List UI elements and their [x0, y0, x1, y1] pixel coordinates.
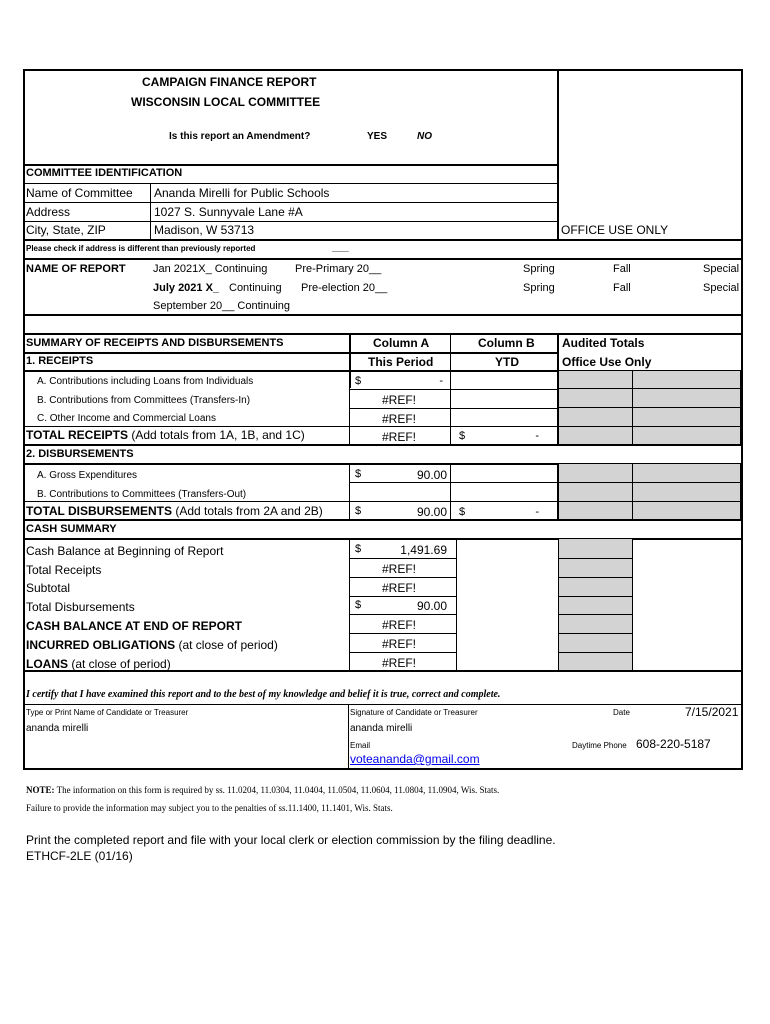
receipts-heading: 1. RECEIPTS: [26, 355, 94, 367]
receipts-1a-value[interactable]: -: [439, 375, 443, 387]
loans-label: LOANS (at close of period): [26, 657, 171, 671]
certification-statement: I certify that I have examined this report and to the best of my knowledge and belief it is true, correct and complete.: [26, 689, 501, 700]
campaign-finance-form: [23, 69, 743, 770]
amendment-question: Is this report an Amendment?: [169, 131, 311, 142]
disbursements-2b-label: B. Contributions to Committees (Transfers-Out): [37, 489, 247, 500]
cash-begin-value[interactable]: 1,491.69: [400, 543, 447, 557]
audit-cell: [558, 596, 633, 615]
report-option-july[interactable]: July 2021 X_: [153, 282, 220, 294]
audit-cell: [558, 482, 633, 502]
phone-label: Daytime Phone: [572, 741, 627, 750]
treasurer-name-field[interactable]: ananda mirelli: [26, 723, 89, 734]
address-change-checkbox[interactable]: ___: [332, 242, 349, 253]
total-disbursements-value[interactable]: 90.00: [416, 505, 447, 519]
audit-cell: [558, 614, 633, 634]
audit-cell: [632, 388, 741, 408]
committee-id-heading: COMMITTEE IDENTIFICATION: [26, 167, 183, 179]
report-option-pre-election[interactable]: Pre-election 20__: [301, 282, 388, 294]
total-disbursements-ytd-value[interactable]: -: [535, 506, 539, 518]
address-change-note: Please check if address is different than previously reported: [26, 244, 256, 253]
cash-begin-label: Cash Balance at Beginning of Report: [26, 544, 224, 558]
cash-total-disbursements-value[interactable]: 90.00: [416, 599, 447, 613]
report-option-jan[interactable]: Jan 2021X_ Continuing: [153, 263, 268, 275]
cash-subtotal-value[interactable]: #REF!: [382, 581, 417, 595]
audit-cell: [558, 426, 633, 445]
audit-cell: [558, 501, 633, 520]
amendment-no-option[interactable]: NO: [417, 131, 432, 142]
email-label: Email: [350, 741, 371, 750]
cash-balance-end-label: CASH BALANCE AT END OF REPORT: [26, 619, 242, 633]
cash-total-disbursements-label: Total Disbursements: [26, 600, 135, 614]
amendment-yes-option[interactable]: YES: [367, 131, 388, 142]
phone-field[interactable]: 608-220-5187: [636, 737, 711, 751]
report-option-spring-1[interactable]: Spring: [523, 263, 555, 275]
date-label: Date: [613, 708, 630, 717]
audit-cell: [558, 538, 633, 559]
office-use-divider: [557, 71, 559, 240]
audit-cell: [558, 370, 633, 389]
audit-cell: [632, 370, 741, 389]
audit-cell: [558, 633, 633, 653]
column-b-subheader: YTD: [495, 355, 519, 369]
signature-label: Signature of Candidate or Treasurer: [350, 708, 478, 717]
signature-field[interactable]: ananda mirelli: [350, 723, 413, 734]
receipts-1b-label: B. Contributions from Committees (Transfers-In): [37, 395, 251, 406]
incurred-obligations-value[interactable]: #REF!: [382, 637, 417, 651]
report-option-fall-2[interactable]: Fall: [613, 282, 631, 294]
disbursements-2a-label: A. Gross Expenditures: [37, 470, 138, 481]
total-receipts-value[interactable]: #REF!: [382, 430, 417, 444]
receipts-1a-label: A. Contributions including Loans from Individuals: [37, 376, 254, 387]
filing-instructions: Print the completed report and file with your local clerk or election commission by the filing deadline.: [26, 833, 556, 847]
cash-balance-end-value[interactable]: #REF!: [382, 618, 417, 632]
summary-heading: SUMMARY OF RECEIPTS AND DISBURSEMENTS: [26, 337, 284, 349]
legal-note: NOTE: The information on this form is required by ss. 11.0204, 11.0304, 11.0404, 11.0504, 11.0604, 11.0804, 11.0904, Wis. Stats.: [26, 785, 500, 795]
audited-totals-header: Audited Totals: [562, 336, 645, 350]
audit-cell: [558, 577, 633, 597]
audit-cell: [632, 407, 741, 427]
total-disbursements-ytd-dollar: $: [459, 506, 466, 518]
total-receipts-ytd-dollar: $: [459, 430, 466, 442]
receipts-1c-label: C. Other Income and Commercial Loans: [37, 413, 216, 424]
audit-cell: [558, 407, 633, 427]
form-title: CAMPAIGN FINANCE REPORT: [142, 75, 317, 89]
form-subtitle: WISCONSIN LOCAL COMMITTEE: [131, 95, 321, 109]
office-use-only-header: Office Use Only: [562, 355, 652, 369]
disbursements-2a-dollar: $: [355, 468, 362, 480]
audit-cell: [632, 482, 741, 502]
total-receipts-label: TOTAL RECEIPTS (Add totals from 1A, 1B, and 1C): [26, 428, 305, 442]
total-disbursements-dollar: $: [355, 505, 362, 517]
audit-cell: [558, 388, 633, 408]
report-option-special-2[interactable]: Special: [703, 282, 740, 294]
incurred-obligations-label: INCURRED OBLIGATIONS (at close of period): [26, 638, 278, 652]
column-a-header: Column A: [373, 336, 430, 350]
address-field[interactable]: 1027 S. Sunnyvale Lane #A: [154, 205, 303, 219]
cash-total-receipts-label: Total Receipts: [26, 563, 102, 577]
address-label: Address: [26, 205, 71, 219]
email-field[interactable]: voteananda@gmail.com: [350, 752, 480, 766]
office-use-label: OFFICE USE ONLY: [561, 223, 669, 237]
audit-cell: [632, 426, 741, 445]
cash-subtotal-label: Subtotal: [26, 581, 71, 595]
loans-value[interactable]: #REF!: [382, 656, 417, 670]
total-disbursements-label: TOTAL DISBURSEMENTS (Add totals from 2A and 2B): [26, 504, 323, 518]
penalty-note: Failure to provide the information may subject you to the penalties of ss.11.1400, 11.1401, Wis. Stats.: [26, 803, 393, 813]
report-option-special-1[interactable]: Special: [703, 263, 740, 275]
city-state-zip-label: City, State, ZIP: [26, 223, 106, 237]
receipts-1c-value[interactable]: #REF!: [382, 412, 417, 426]
cash-total-disbursements-dollar: $: [355, 599, 362, 611]
total-receipts-ytd-value[interactable]: -: [535, 430, 539, 442]
audit-cell: [632, 501, 741, 520]
column-b-header: Column B: [478, 336, 535, 350]
form-id: ETHCF-2LE (01/16): [26, 849, 133, 863]
receipts-1a-dollar: $: [355, 375, 362, 387]
report-name-label: NAME OF REPORT: [26, 263, 126, 275]
report-option-fall-1[interactable]: Fall: [613, 263, 631, 275]
report-option-spring-2[interactable]: Spring: [523, 282, 555, 294]
report-option-july-continuing[interactable]: Continuing: [229, 282, 282, 294]
committee-name-label: Name of Committee: [26, 186, 133, 200]
report-option-september[interactable]: September 20__ Continuing: [153, 300, 290, 312]
cash-total-receipts-value[interactable]: #REF!: [382, 562, 417, 576]
disbursements-2a-value[interactable]: 90.00: [416, 468, 447, 482]
disbursements-heading: 2. DISBURSEMENTS: [26, 448, 134, 460]
audit-cell: [558, 652, 633, 671]
audit-cell: [558, 463, 633, 483]
treasurer-name-label: Type or Print Name of Candidate or Treasurer: [26, 708, 189, 717]
receipts-1b-value[interactable]: #REF!: [382, 393, 417, 407]
cash-begin-dollar: $: [355, 543, 362, 555]
column-a-subheader: This Period: [368, 355, 434, 369]
audit-cell: [632, 463, 741, 483]
audit-cell: [558, 558, 633, 578]
date-field[interactable]: 7/15/2021: [685, 705, 739, 719]
cash-summary-heading: CASH SUMMARY: [26, 523, 117, 535]
committee-name-field[interactable]: Ananda Mirelli for Public Schools: [154, 186, 330, 200]
city-state-zip-field[interactable]: Madison, W 53713: [154, 223, 255, 237]
report-option-pre-primary[interactable]: Pre-Primary 20__: [295, 263, 382, 275]
